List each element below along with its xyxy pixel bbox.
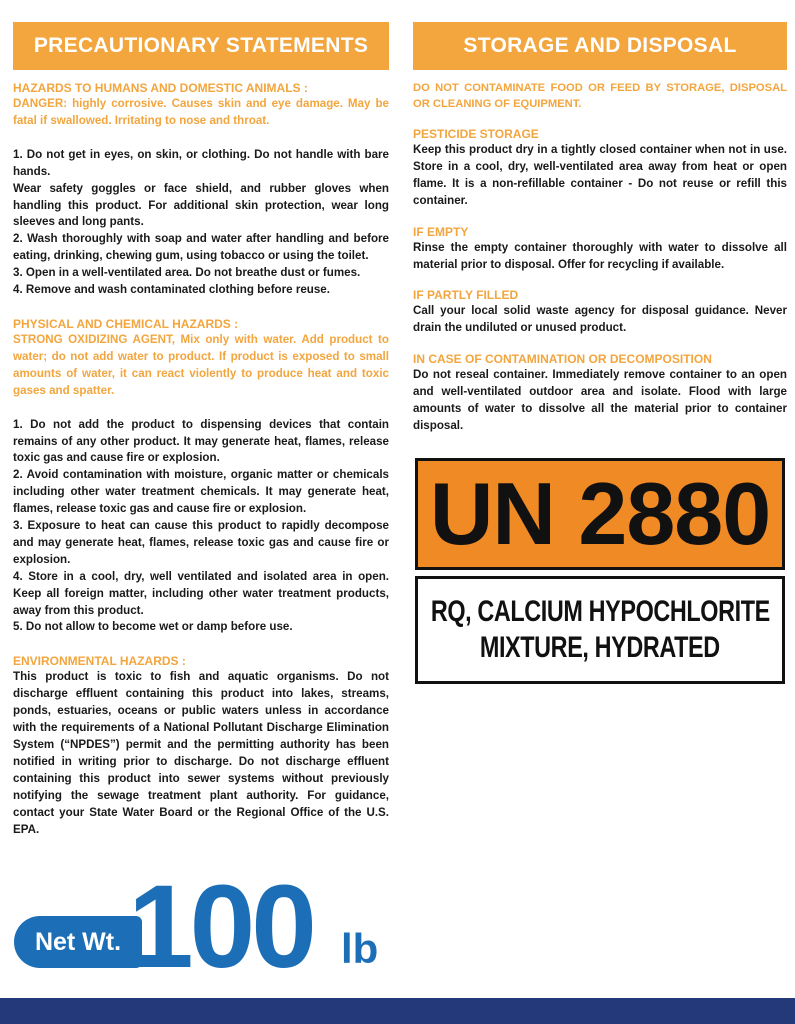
un-number-placard — [415, 458, 785, 570]
pesticide-storage-section — [413, 126, 787, 210]
net-weight-value: 100 — [128, 861, 313, 993]
if-empty-section — [413, 224, 787, 274]
physical-chemical-warning: STRONG OXIDIZING AGENT, Mix only with water. Add product to water; do not add water to product. If product is exposed to small amounts of water, it can react violently to produce heat and toxic gases and spatter. — [13, 332, 389, 397]
hazards-humans-title: HAZARDS TO HUMANS AND DOMESTIC ANIMALS : — [13, 81, 308, 95]
section-text: Call your local solid waste agency for disposal guidance. Never drain the undiluted or unused product. — [413, 304, 787, 335]
net-weight-unit: lb — [341, 925, 379, 972]
physical-chemical-title: PHYSICAL AND CHEMICAL HAZARDS : — [13, 316, 239, 331]
list-item: 3. Open in a well-ventilated area. Do not breathe dust or fumes. — [13, 266, 361, 280]
contamination-section — [413, 351, 787, 435]
un-number: UN 2880 — [429, 464, 771, 563]
precautionary-column — [13, 22, 389, 855]
environmental-title: ENVIRONMENTAL HAZARDS : — [13, 654, 186, 669]
shipping-name-line: MIXTURE, HYDRATED — [480, 631, 720, 664]
net-weight-label: Net Wt. — [14, 916, 142, 968]
list-item: 3. Exposure to heat can cause this product to rapidly decompose and may generate heat, flames, release toxic gas and cause fire or explosion. — [13, 519, 389, 566]
list-item: 4. Remove and wash contaminated clothing before reuse. — [13, 283, 330, 297]
storage-column — [413, 22, 787, 449]
physical-chemical-section — [13, 316, 389, 636]
section-title: IF EMPTY — [413, 224, 469, 239]
hazards-humans-warning: DANGER: highly corrosive. Causes skin and eye damage. May be fatal if swallowed. Irritating to nose and throat. — [13, 97, 389, 127]
footer-bar — [0, 998, 795, 1024]
list-item: 4. Store in a cool, dry, well ventilated and isolated area in open. Keep all foreign matter, including other water treatment products, away from this product. — [13, 569, 389, 617]
storage-intro: DO NOT CONTAMINATE FOOD OR FEED BY STORAGE, DISPOSAL OR CLEANING OF EQUIPMENT. — [413, 82, 787, 110]
section-text: Rinse the empty container thoroughly with water to dissolve all material prior to disposal. Offer for recycling if available. — [413, 240, 787, 271]
section-title: PESTICIDE STORAGE — [413, 127, 539, 141]
list-item: 2. Wash thoroughly with soap and water after handling and before eating, drinking, chewing gum, using tobacco or using the toilet. — [13, 232, 389, 263]
list-item: Wear safety goggles or face shield, and rubber gloves when handling this product. For additional skin protection, wear long sleeves and long pants. — [13, 181, 389, 229]
list-item: 1. Do not get in eyes, on skin, or clothing. Do not handle with bare hands. — [13, 147, 389, 178]
list-item: 1. Do not add the product to dispensing devices that contain remains of any other product. It may generate heat, flames, release toxic gas and cause fire or explosion. — [13, 417, 389, 465]
shipping-name-line: RQ, CALCIUM HYPOCHLORITE — [430, 595, 770, 628]
precautionary-banner: PRECAUTIONARY STATEMENTS — [13, 22, 389, 70]
section-text: Keep this product dry in a tightly closed container when not in use. Store in a cool, dry, well-ventilated area away from heat or open flame. It is a non-refillable container - Do not reuse or refill this container. — [413, 143, 787, 207]
section-title: IN CASE OF CONTAMINATION OR DECOMPOSITION — [413, 352, 712, 367]
list-item: 2. Avoid contamination with moisture, organic matter or chemicals including other water treatment chemicals. It may generate heat, flames, release toxic gas and cause fire or explosion. — [13, 468, 389, 516]
shipping-name-box — [415, 576, 785, 684]
section-text: Do not reseal container. Immediately remove container to an open and well-ventilated outdoor area and isolate. Flood with large amounts of water to dissolve all the material prior to container disposal. — [413, 368, 787, 432]
section-title: IF PARTLY FILLED — [413, 288, 519, 303]
storage-banner: STORAGE AND DISPOSAL — [413, 22, 787, 70]
environmental-text: This product is toxic to fish and aquatic organisms. Do not discharge effluent containing this product into lakes, streams, ponds, estuaries, oceans or public waters unless in accordance with the requirements of a National Pollutant Discharge Elimination System (“NPDES”) permit and the permitting authority has been notified in writing prior to discharge. Do not discharge effluent containing this product into sewer systems without previously notifying the sewage treatment plant authority. For guidance, contact your State Water Board or the Regional Office of the U.S. EPA. — [13, 670, 389, 836]
list-item: 5. Do not allow to become wet or damp before use. — [13, 620, 293, 634]
hazards-humans-section — [13, 80, 389, 299]
environmental-section — [13, 653, 389, 838]
if-partly-filled-section — [413, 287, 787, 337]
